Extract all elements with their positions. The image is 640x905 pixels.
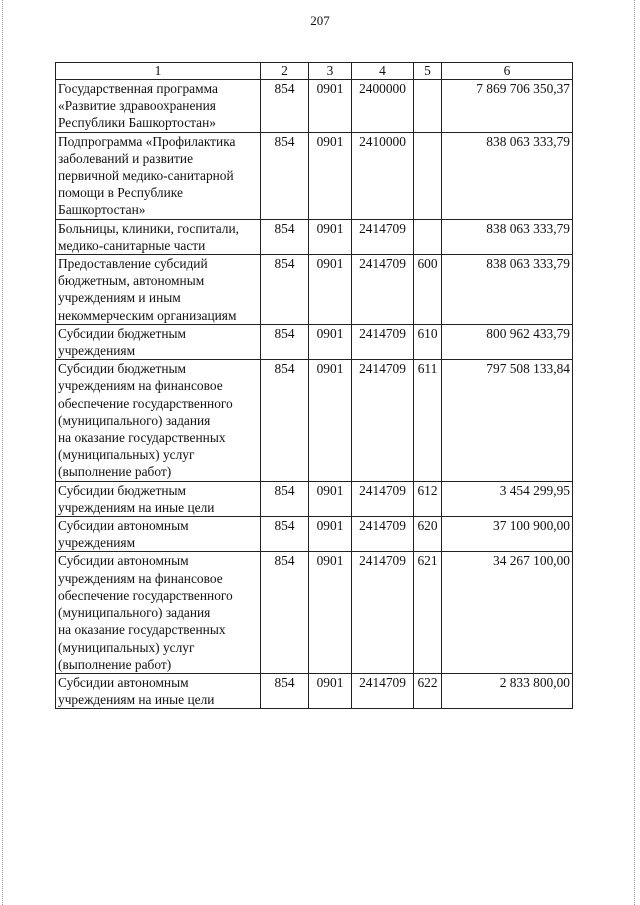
section-code-cell: 0901	[309, 481, 352, 516]
header-col-2: 2	[261, 63, 309, 80]
amount-cell: 838 063 333,79	[442, 219, 573, 254]
item-name-line: (муниципального) задания	[58, 412, 211, 428]
item-name-line: (муниципального) задания	[58, 605, 211, 621]
section-code-cell: 0901	[309, 255, 352, 325]
item-name-line: обеспечение государственного	[58, 395, 233, 411]
item-name-line: учреждениям на иные цели	[58, 692, 215, 708]
target-item-cell: 2414709	[352, 517, 414, 552]
amount-cell: 800 962 433,79	[442, 324, 573, 359]
ministry-code-cell: 854	[261, 481, 309, 516]
item-name-line: (муниципальных) услуг	[58, 639, 195, 655]
ministry-code-cell: 854	[261, 132, 309, 219]
amount-cell: 2 833 800,00	[442, 673, 573, 708]
item-name-line: «Развитие здравоохранения	[58, 98, 216, 114]
expense-type-cell	[414, 219, 442, 254]
target-item-cell: 2414709	[352, 360, 414, 481]
amount-cell: 7 869 706 350,37	[442, 80, 573, 133]
item-name-line: (выполнение работ)	[58, 464, 172, 480]
item-name-line: Подпрограмма «Профилактика	[58, 133, 236, 149]
item-name-line: Субсидии автономным	[58, 518, 189, 534]
item-name-line: учреждениям на финансовое	[58, 570, 223, 586]
expense-type-cell: 610	[414, 324, 442, 359]
item-name-cell	[56, 481, 261, 516]
section-code-cell: 0901	[309, 80, 352, 133]
item-name-line: Больницы, клиники, госпитали,	[58, 220, 239, 236]
item-name-line: (выполнение работ)	[58, 656, 172, 672]
item-name-cell	[56, 552, 261, 673]
item-name-line: помощи в Республике	[58, 185, 183, 201]
target-item-cell: 2414709	[352, 673, 414, 708]
item-name-cell	[56, 80, 261, 133]
ministry-code-cell: 854	[261, 673, 309, 708]
right-page-edge	[634, 0, 635, 905]
item-name-line: Государственная программа	[58, 81, 218, 96]
item-name-line: первичной медико-санитарной	[58, 168, 234, 184]
table-row	[56, 255, 573, 325]
table-row	[56, 360, 573, 481]
item-name-line: учреждениям на иные цели	[58, 499, 215, 515]
item-name-line: на оказание государственных	[58, 430, 226, 446]
header-col-5: 5	[414, 63, 442, 80]
expense-type-cell: 622	[414, 673, 442, 708]
amount-cell: 797 508 133,84	[442, 360, 573, 481]
ministry-code-cell: 854	[261, 219, 309, 254]
item-name-line: учреждениям на финансовое	[58, 378, 223, 394]
target-item-cell: 2400000	[352, 80, 414, 133]
left-page-edge	[2, 0, 3, 905]
item-name-line: некоммерческим организациям	[58, 307, 237, 323]
table-header-row	[56, 63, 573, 80]
amount-cell: 34 267 100,00	[442, 552, 573, 673]
item-name-line: (муниципальных) услуг	[58, 447, 195, 463]
item-name-line: медико-санитарные части	[58, 237, 206, 253]
budget-table	[55, 62, 573, 709]
target-item-cell: 2414709	[352, 552, 414, 673]
ministry-code-cell: 854	[261, 517, 309, 552]
item-name-line: учреждениям и иным	[58, 290, 181, 306]
expense-type-cell: 621	[414, 552, 442, 673]
item-name-cell	[56, 255, 261, 325]
item-name-line: Субсидии бюджетным	[58, 482, 186, 498]
table-row	[56, 481, 573, 516]
item-name-cell	[56, 673, 261, 708]
header-col-3: 3	[309, 63, 352, 80]
table-row	[56, 219, 573, 254]
item-name-line: Республики Башкортостан»	[58, 115, 216, 131]
item-name-line: учреждениям	[58, 343, 136, 359]
section-code-cell: 0901	[309, 517, 352, 552]
item-name-line: Предоставление субсидий	[58, 256, 208, 272]
expense-type-cell	[414, 132, 442, 219]
section-code-cell: 0901	[309, 360, 352, 481]
header-col-4: 4	[352, 63, 414, 80]
item-name-cell	[56, 219, 261, 254]
item-name-cell	[56, 324, 261, 359]
header-col-6: 6	[442, 63, 573, 80]
item-name-line: заболеваний и развитие	[58, 150, 194, 166]
section-code-cell: 0901	[309, 552, 352, 673]
expense-type-cell: 600	[414, 255, 442, 325]
expense-type-cell: 620	[414, 517, 442, 552]
section-code-cell: 0901	[309, 219, 352, 254]
section-code-cell: 0901	[309, 324, 352, 359]
ministry-code-cell: 854	[261, 324, 309, 359]
table-body	[56, 63, 573, 709]
table-row	[56, 80, 573, 133]
ministry-code-cell: 854	[261, 360, 309, 481]
item-name-line: Субсидии бюджетным	[58, 361, 186, 377]
item-name-line: Башкортостан»	[58, 202, 146, 218]
target-item-cell: 2414709	[352, 219, 414, 254]
item-name-line: Субсидии бюджетным	[58, 325, 186, 341]
ministry-code-cell: 854	[261, 255, 309, 325]
item-name-line: учреждениям	[58, 535, 136, 551]
section-code-cell: 0901	[309, 132, 352, 219]
item-name-line: обеспечение государственного	[58, 587, 233, 603]
table-row	[56, 673, 573, 708]
table-row	[56, 324, 573, 359]
amount-cell: 838 063 333,79	[442, 132, 573, 219]
item-name-line: на оказание государственных	[58, 622, 226, 638]
expense-type-cell: 611	[414, 360, 442, 481]
table-row	[56, 552, 573, 673]
target-item-cell: 2414709	[352, 255, 414, 325]
expense-type-cell	[414, 80, 442, 133]
table-row	[56, 517, 573, 552]
page-number: 207	[310, 13, 330, 28]
item-name-cell	[56, 132, 261, 219]
target-item-cell: 2410000	[352, 132, 414, 219]
section-code-cell: 0901	[309, 673, 352, 708]
item-name-cell	[56, 517, 261, 552]
target-item-cell: 2414709	[352, 324, 414, 359]
ministry-code-cell: 854	[261, 80, 309, 133]
item-name-line: Субсидии автономным	[58, 553, 189, 569]
amount-cell: 37 100 900,00	[442, 517, 573, 552]
amount-cell: 838 063 333,79	[442, 255, 573, 325]
target-item-cell: 2414709	[352, 481, 414, 516]
item-name-cell	[56, 360, 261, 481]
table-row	[56, 132, 573, 219]
header-col-1: 1	[56, 63, 261, 80]
item-name-line: бюджетным, автономным	[58, 273, 205, 289]
ministry-code-cell: 854	[261, 552, 309, 673]
expense-type-cell: 612	[414, 481, 442, 516]
amount-cell: 3 454 299,95	[442, 481, 573, 516]
item-name-line: Субсидии автономным	[58, 674, 189, 690]
